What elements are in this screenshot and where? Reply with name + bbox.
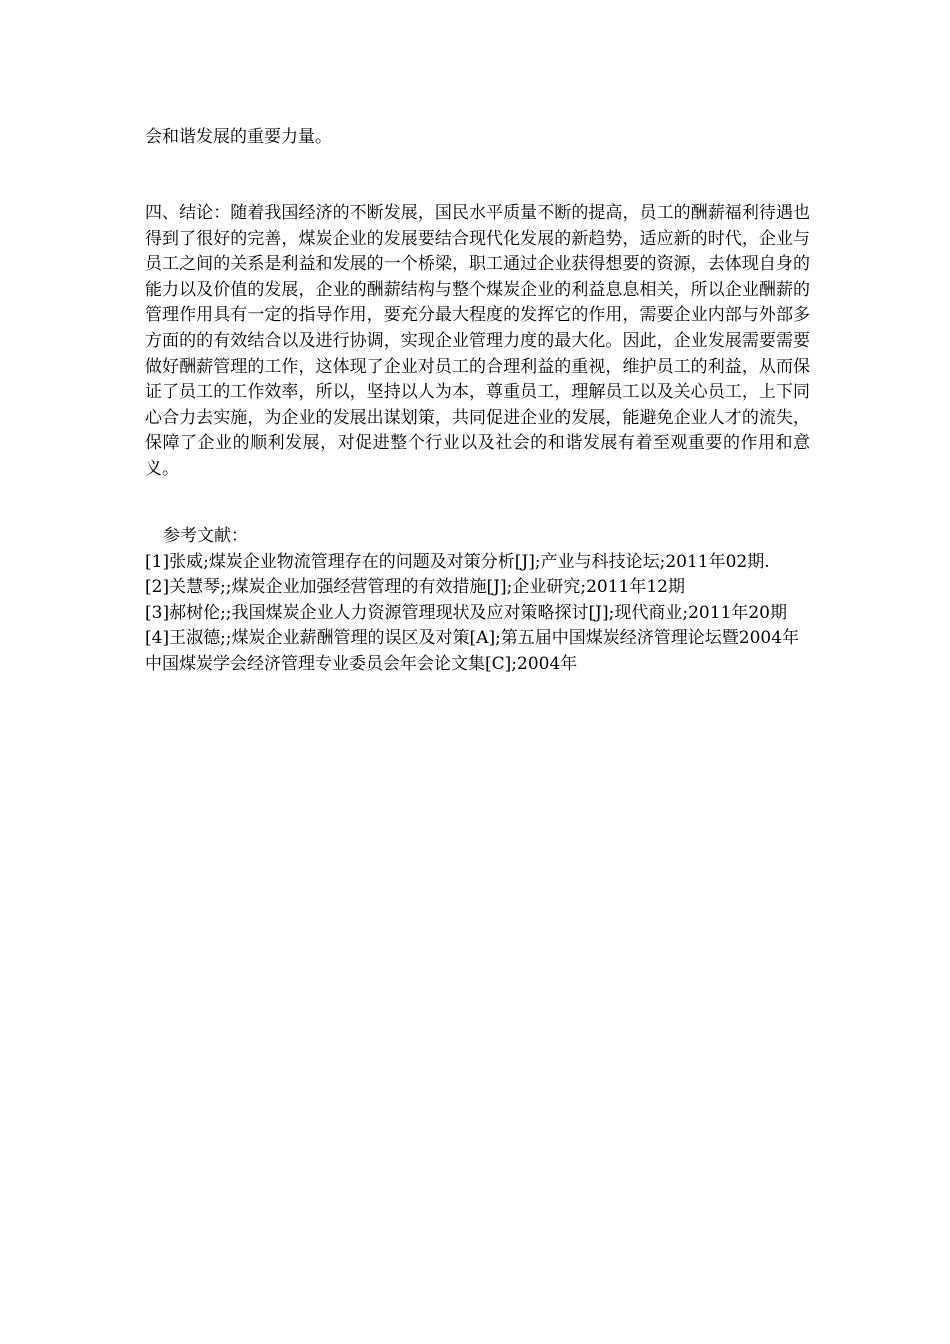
reference-item: [4]王淑德;;煤炭企业薪酬管理的误区及对策[A];第五届中国煤炭经济管理论坛暨2004年中国煤炭学会经济管理专业委员会年会论文集[C];2004年: [145, 628, 800, 674]
references-title: 参考文献：: [163, 526, 248, 546]
reference-item: [1]张威;煤炭企业物流管理存在的问题及对策分析[J];产业与科技论坛;2011年02期.: [145, 551, 770, 572]
reference-item: [3]郝树伦;;我国煤炭企业人力资源管理现状及应对策略探讨[J];现代商业;2011年20期: [145, 602, 787, 623]
references-section: [145, 524, 810, 678]
paragraph-continuation: 会和谐发展的重要力量。: [145, 127, 332, 147]
conclusion-paragraph: 四、结论：随着我国经济的不断发展，国民水平质量不断的提高，员工的酬薪福利待遇也得到了很好的完善，煤炭企业的发展要结合现代化发展的新趋势，适应新的时代，企业与员工之间的关系是利益和发展的一个桥梁，职工通过企业获得想要的资源，去体现自身的能力以及价值的发展，企业的酬薪结构与整个煤炭企业的利益息息相关，所以企业酬薪的管理作用具有一定的指导作用，要充分最大程度的发挥它的作用，需要企业内部与外部多方面的的有效结合以及进行协调，实现企业管理力度的最大化。因此，企业发展需要需要做好酬薪管理的工作，这体现了企业对员工的合理利益的重视，维护员工的利益，从而保证了员工的工作效率，所以，坚持以人为本，尊重员工，理解员工以及关心员工，上下同心合力去实施，为企业的发展出谋划策，共同促进企业的发展，能避免企业人才的流失，保障了企业的顺利发展，对促进整个行业以及社会的和谐发展有着至观重要的作用和意义。: [145, 203, 810, 479]
reference-item: [2]关慧琴;;煤炭企业加强经营管理的有效措施[J];企业研究;2011年12期: [145, 577, 685, 598]
